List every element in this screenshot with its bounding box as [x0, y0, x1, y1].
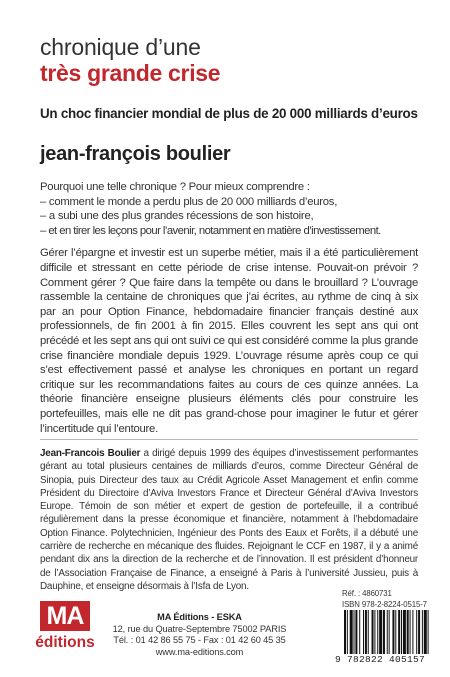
barcode-bar — [401, 610, 402, 654]
logo-mark: MA — [40, 601, 90, 631]
barcode-bar — [416, 610, 417, 654]
barcode-bar — [418, 610, 420, 654]
publisher-address: 12, rue du Quatre-Septembre 75002 PARIS — [112, 623, 287, 634]
isbn-text: ISBN 978-2-8224-0515-7 — [342, 599, 427, 609]
barcode-bar — [368, 610, 369, 654]
divider — [40, 439, 418, 440]
barcode-bar — [359, 610, 360, 654]
title-line-2: très grande crise — [40, 60, 221, 86]
logo-wordmark: éditions — [35, 634, 95, 651]
intro-line: Pourquoi une telle chronique ? Pour mieux comprendre : — [40, 181, 310, 193]
barcode-bar — [355, 610, 357, 654]
author-name: jean-françois boulier — [40, 143, 231, 165]
bio-author-name: Jean-Francois Boulier — [40, 448, 141, 459]
intro-line: – et en tirer les leçons pour l’avenir, notamment en matière d’investissement. — [40, 224, 381, 237]
barcode-bar — [379, 610, 382, 654]
barcode-bar — [354, 610, 355, 654]
barcode-bar — [372, 610, 374, 654]
barcode-bar — [392, 610, 394, 654]
barcode-bar — [428, 610, 429, 654]
author-bio — [40, 447, 418, 593]
barcode-bar — [395, 610, 396, 654]
publisher-name: MA Éditions - ESKA — [157, 612, 242, 622]
barcode-bar — [398, 610, 400, 654]
intro-line: – a subi une des plus grandes récessions de son histoire, — [40, 210, 314, 223]
barcode-bar — [350, 610, 353, 654]
barcode-digits: 9 782822 405157 — [335, 654, 440, 665]
barcode-bar — [377, 610, 378, 654]
barcode-bar — [422, 610, 423, 654]
barcode-bar — [347, 610, 348, 654]
title-line-1: chronique d’une — [40, 34, 201, 60]
publisher-logo — [30, 601, 100, 661]
blurb-paragraph: Gérer l’épargne et investir est un superbe métier, mais il a été particulièrement difficile et stressant en cette période de crise intense. Pouvait-on prévoir ? Comment gérer ? Que faire dans la tempête ou dans le brouillard ? L’ouvrage rassemble la centaine de chroniques que j’ai écrites, au rythme de cinq à six par an pour Option Finance, hebdomadaire financier français destiné aux professionnels, de fin 2001 à fin 2015. Elles couvrent les sept ans qui ont précédé et les sept ans qui ont suivi ce qui est considéré comme la plus grande crise financière mondiale depuis 1929. L’ouvrage résume après coup ce qui s’est effectivement passé et analyse les chroniques en portant un regard critique sur les recommandations faites au cours de ces quinze années. La théorie financière enseigne plusieurs éléments clés pour construire les portefeuilles, mais elle ne dit pas grand-chose pour imaginer le futur et gérer l’incertitude qui l’entoure. — [40, 247, 418, 435]
barcode-bar — [389, 610, 390, 654]
barcode-bar — [412, 610, 413, 654]
barcode-bar — [407, 610, 409, 654]
barcode-bar — [365, 610, 367, 654]
barcode-bar — [344, 610, 346, 654]
publisher-phone: Tél. : 01 42 86 55 75 - Fax : 01 42 60 45 35 — [113, 635, 286, 646]
book-title — [40, 34, 420, 86]
barcode-bar — [383, 610, 385, 654]
barcode-bar — [403, 610, 406, 654]
barcode-bar — [424, 610, 427, 654]
reference-number: Réf. : 4860731 — [342, 589, 392, 598]
barcode-graphic — [342, 610, 432, 654]
bio-text: a dirigé depuis 1999 des équipes d’investissement performantes gérant au total plusieurs centaines de milliards d’euros, comme Directeur Général de Sinopia, puis Directeur des taux au Crédit Agricole Asset Management et enfin comme Président du Directoire d’Aviva Investors France et Directeur Général d’Aviva Investors Europe. Témoin de son métier et expert de gestion de portefeuille, il a contribué régulièrement dans la presse économique et financière, notamment à l’hebdomadaire Option Finance. Polytechnicien, Ingénieur des Ponts des Eaux et Forêts, il a débuté une carrière de recherche en mécanique des fluides. Rejoignant le CCF en 1987, il y a animé pendant dix ans la direction de la recherche et de l’innovation. Il est président d’honneur de l’Association Française de Finance, a enseigné à Paris à l’université Jussieu, puis à Dauphine, et enseigne désormais à l’Isfa de Lyon. — [40, 448, 418, 592]
barcode-bar — [363, 610, 364, 654]
intro-line: – comment le monde a perdu plus de 20 000 milliards d’euros, — [40, 195, 338, 208]
publisher-info — [112, 612, 287, 658]
blurb — [40, 180, 418, 436]
barcode-bar — [387, 610, 388, 654]
book-subtitle: Un choc financier mondial de plus de 20 000 milliards d’euros — [40, 106, 418, 121]
barcode-bar — [374, 610, 375, 654]
publisher-web: www.ma-editions.com — [155, 646, 244, 657]
barcode-bar — [410, 610, 411, 654]
book-meta — [342, 589, 447, 610]
